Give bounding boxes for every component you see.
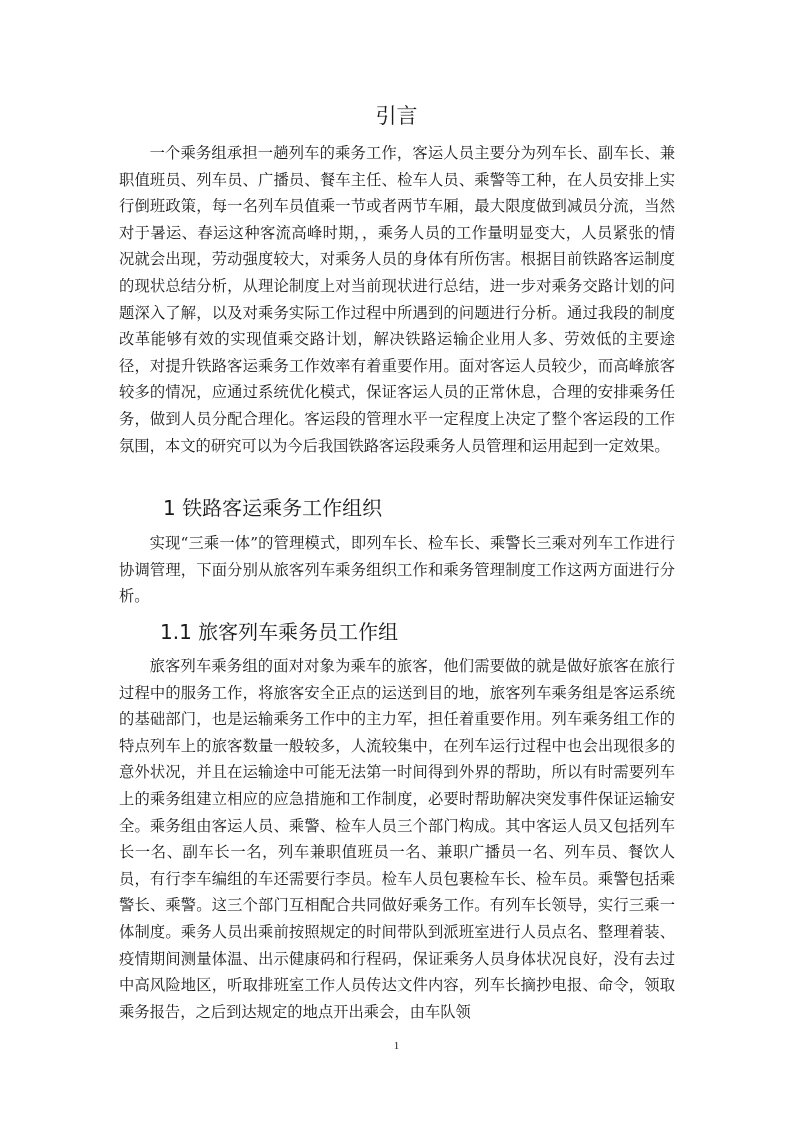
section-1-paragraph: 实现“三乘一体”的管理模式，即列车长、检车长、乘警长三乘对列车工作进行协调管理，下面分别从旅客列车乘务组织工作和乘务管理制度工作这两方面进行分析。: [119, 534, 675, 606]
section-1-1-paragraph: 旅客列车乘务组的面对对象为乘车的旅客，他们需要做的就是做好旅客在旅行过程中的服务工作，将旅客安全正点的运送到目的地，旅客列车乘务组是客运系统的基础部门，也是运输乘务工作中的主力军，担任着重要作用。列车乘务组工作的特点列车上的旅客数量一般较多，人流较集中，在列车运行过程中也会出现很多的意外状况，并且在运输途中可能无法第一时间得到外界的帮助，所以有时需要列车上的乘务组建立相应的应急措施和工作制度，必要时帮助解决突发事件保证运输安全。乘务组由客运人员、乘警、检车人员三个部门构成。其中客运人员又包括列车长一名、副车长一名，列车兼职值班员一名、兼职广播员一名、列车员、餐饮人员，有行李车编组的车还需要行李员。检车人员包裹检车长、检车员。乘警包括乘警长、乘警。这三个部门互相配合共同做好乘务工作。有列车长领导，实行三乘一体制度。乘务人员出乘前按照规定的时间带队到派班室进行人员点名、整理着装、疫情期间测量体温、出示健康码和行程码，保证乘务人员身体状况良好，没有去过中高风险地区，听取排班室工作人员传达文件内容，列车长摘抄电报、命令，领取乘务报告，之后到达规定的地点开出乘会，由车队领: [119, 657, 675, 1021]
section-1-1-heading: 1.1 旅客列车乘务员工作组: [160, 620, 399, 644]
section-1-heading: 1 铁路客运乘务工作组织: [163, 496, 383, 520]
page-number: 1: [393, 1040, 400, 1052]
intro-title: 引言: [375, 104, 418, 128]
intro-paragraph: 一个乘务组承担一趟列车的乘务工作，客运人员主要分为列车长、副车长、兼职值班员、列车员、广播员、餐车主任、检车人员、乘警等工种，在人员安排上实行倒班政策，每一名列车员值乘一节或者两节车厢，最大限度做到减员分流，当然对于暑运、春运这种客流高峰时期，，乘务人员的工作量明显变大，人员紧张的情况就会出现，劳动强度较大，对乘务人员的身体有所伤害。根据目前铁路客运制度的现状总结分析，从理论制度上对当前现状进行总结，进一步对乘务交路计划的问题深入了解，以及对乘务实际工作过程中所遇到的问题进行分析。通过我段的制度改革能够有效的实现值乘交路计划，解决铁路运输企业用人多、劳效低的主要途径，对提升铁路客运乘务工作效率有着重要作用。面对客运人员较少，而高峰旅客较多的情况，应通过系统优化模式，保证客运人员的正常休息，合理的安排乘务任务，做到人员分配合理化。客运段的管理水平一定程度上决定了整个客运段的工作氛围，本文的研究可以为今后我国铁路客运段乘务人员管理和运用起到一定效果。: [119, 144, 675, 455]
